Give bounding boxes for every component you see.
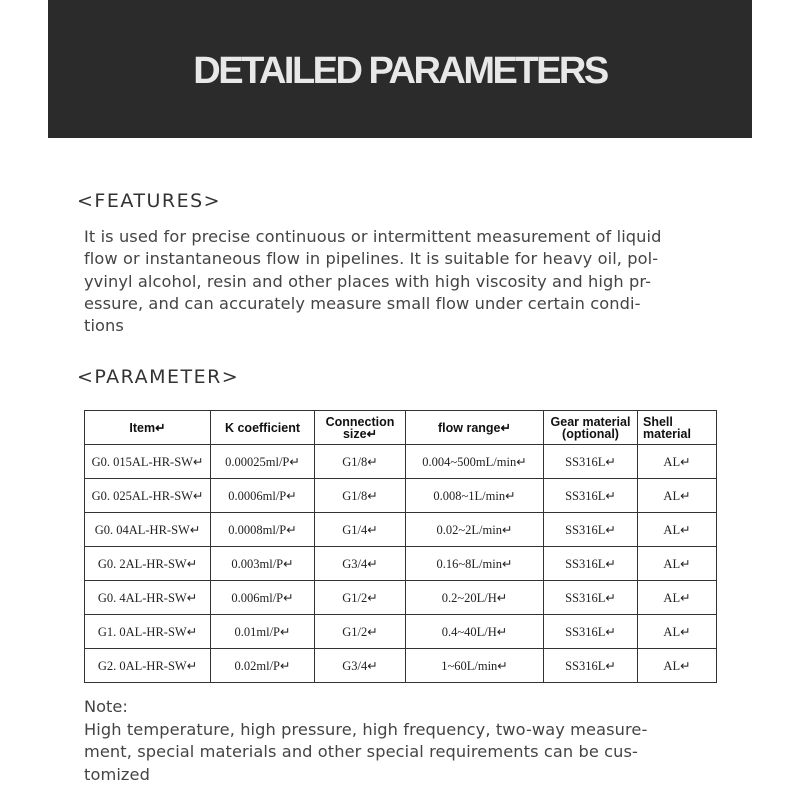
- cell-shell-material: AL↵: [638, 581, 717, 615]
- cell-connection-size: G3/4↵: [315, 649, 406, 683]
- column-header-gear-material: Gear material (optional): [544, 411, 638, 445]
- cell-shell-material: AL↵: [638, 479, 717, 513]
- cell-k-coefficient: 0.01ml/P↵: [211, 615, 315, 649]
- cell-k-coefficient: 0.02ml/P↵: [211, 649, 315, 683]
- parameter-heading: <PARAMETER>: [77, 366, 240, 388]
- cell-k-coefficient: 0.003ml/P↵: [211, 547, 315, 581]
- cell-gear-material: SS316L↵: [544, 547, 638, 581]
- table-row: [85, 581, 717, 615]
- cell-flow-range: 0.16~8L/min↵: [406, 547, 544, 581]
- note-line: tomized: [84, 764, 150, 784]
- note-text: [84, 719, 724, 786]
- cell-flow-range: 0.02~2L/min↵: [406, 513, 544, 547]
- table-row: [85, 479, 717, 513]
- table-row: [85, 513, 717, 547]
- cell-connection-size: G1/8↵: [315, 445, 406, 479]
- features-line: It is used for precise continuous or intermittent measurement of liquid: [84, 227, 662, 246]
- features-line: flow or instantaneous flow in pipelines. It is suitable for heavy oil, pol-: [84, 249, 659, 269]
- column-header-flow-range: flow range↵: [406, 411, 544, 445]
- cell-item: G0. 4AL-HR-SW↵: [85, 581, 211, 615]
- features-line: essure, and can accurately measure small flow under certain condi-: [84, 293, 641, 313]
- table-row: [85, 615, 717, 649]
- note-line: High temperature, high pressure, high frequency, two-way measure-: [84, 720, 648, 739]
- cell-connection-size: G1/4↵: [315, 513, 406, 547]
- cell-k-coefficient: 0.0006ml/P↵: [211, 479, 315, 513]
- cell-flow-range: 0.2~20L/H↵: [406, 581, 544, 615]
- features-heading: <FEATURES>: [77, 190, 222, 212]
- cell-connection-size: G1/2↵: [315, 581, 406, 615]
- column-header-connection-size: Connection size↵: [315, 411, 406, 445]
- parameter-table: [84, 410, 717, 683]
- table-row: [85, 445, 717, 479]
- column-header-k-coefficient: K coefficient: [211, 411, 315, 445]
- features-line: tions: [84, 316, 124, 336]
- cell-gear-material: SS316L↵: [544, 615, 638, 649]
- cell-gear-material: SS316L↵: [544, 513, 638, 547]
- cell-item: G0. 015AL-HR-SW↵: [85, 445, 211, 479]
- cell-flow-range: 0.004~500mL/min↵: [406, 445, 544, 479]
- cell-k-coefficient: 0.00025ml/P↵: [211, 445, 315, 479]
- cell-item: G0. 2AL-HR-SW↵: [85, 547, 211, 581]
- cell-flow-range: 0.4~40L/H↵: [406, 615, 544, 649]
- cell-k-coefficient: 0.006ml/P↵: [211, 581, 315, 615]
- column-header-shell-material: Shell material: [638, 411, 717, 445]
- cell-connection-size: G1/2↵: [315, 615, 406, 649]
- banner-title: DETAILED PARAMETERS: [193, 49, 607, 92]
- note-line: ment, special materials and other special requirements can be cus-: [84, 742, 638, 762]
- cell-shell-material: AL↵: [638, 547, 717, 581]
- cell-shell-material: AL↵: [638, 649, 717, 683]
- cell-gear-material: SS316L↵: [544, 649, 638, 683]
- cell-item: G0. 025AL-HR-SW↵: [85, 479, 211, 513]
- cell-item: G2. 0AL-HR-SW↵: [85, 649, 211, 683]
- features-line: yvinyl alcohol, resin and other places with high viscosity and high pr-: [84, 271, 652, 291]
- table-row: [85, 547, 717, 581]
- cell-gear-material: SS316L↵: [544, 479, 638, 513]
- cell-shell-material: AL↵: [638, 615, 717, 649]
- cell-item: G0. 04AL-HR-SW↵: [85, 513, 211, 547]
- header-banner: [48, 0, 752, 138]
- cell-connection-size: G3/4↵: [315, 547, 406, 581]
- cell-gear-material: SS316L↵: [544, 445, 638, 479]
- column-header-item: Item↵: [85, 411, 211, 445]
- table-row: [85, 649, 717, 683]
- cell-shell-material: AL↵: [638, 445, 717, 479]
- cell-shell-material: AL↵: [638, 513, 717, 547]
- note-label: Note:: [84, 697, 128, 716]
- cell-item: G1. 0AL-HR-SW↵: [85, 615, 211, 649]
- features-text: [84, 226, 724, 337]
- cell-flow-range: 1~60L/min↵: [406, 649, 544, 683]
- cell-flow-range: 0.008~1L/min↵: [406, 479, 544, 513]
- cell-connection-size: G1/8↵: [315, 479, 406, 513]
- cell-k-coefficient: 0.0008ml/P↵: [211, 513, 315, 547]
- table-header-row: [85, 411, 717, 445]
- cell-gear-material: SS316L↵: [544, 581, 638, 615]
